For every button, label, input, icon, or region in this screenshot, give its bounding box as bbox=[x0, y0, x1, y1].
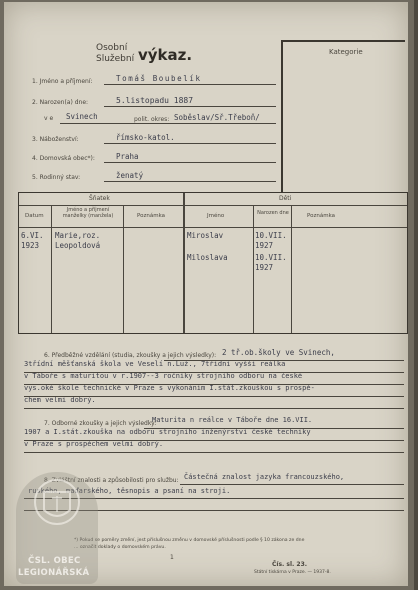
field-birthdate-value: 5.listopadu 1887 bbox=[116, 96, 194, 105]
binder-spine bbox=[414, 0, 418, 590]
field-place-prefix: v e bbox=[44, 115, 54, 122]
title-sluzebni: Služební bbox=[96, 54, 135, 64]
exams-line2: 1907 a I.stát.zkouška na odboru strojního inženýrství české techniky bbox=[24, 428, 311, 436]
field-marital-label: 5. Rodinný stav: bbox=[32, 174, 81, 181]
kategorie-box bbox=[281, 40, 405, 192]
skills-label: 8. Zvláštní znalosti a způsobilosti pro službu: bbox=[44, 477, 179, 484]
footnote-line2: ... označit doklady o domovském právu. bbox=[74, 545, 166, 550]
watermark-line1: ČSL. OBEC bbox=[28, 556, 81, 566]
field-name-line bbox=[104, 84, 276, 85]
skills-line2: ruského, maďarského, těsnopis a psaní na stroji. bbox=[28, 487, 231, 495]
document-page bbox=[4, 2, 408, 586]
child2-date: 10.VII. 1927 bbox=[255, 253, 287, 272]
field-religion-label: 3. Náboženství: bbox=[32, 136, 79, 143]
family-table bbox=[18, 192, 408, 334]
spouse-name: Marie,roz. Leopoldová bbox=[55, 231, 101, 250]
col-child-name: Jméno bbox=[207, 213, 225, 219]
field-domicile-value: Praha bbox=[116, 152, 139, 161]
printer-note: Státní tiskárna v Praze. — 1937-8. bbox=[254, 570, 331, 575]
lion-shield-icon bbox=[16, 472, 98, 552]
spouse-header: Šňatek bbox=[89, 195, 110, 202]
skills-line1: Částečná znalost jazyka francouzského, bbox=[184, 473, 345, 481]
exams-line1: Maturita n reálce v Táboře dne 16.VII. bbox=[152, 416, 313, 424]
education-line2: 3třídní měšťanská škola ve Veselí n.Luž., 7třídní vyšší reálka bbox=[24, 360, 286, 368]
field-okres-label: polit. okres: bbox=[134, 116, 170, 123]
child1-date: 10.VII. 1927 bbox=[255, 231, 287, 250]
exams-label: 7. Odborné zkoušky a jejich výsledky: bbox=[44, 420, 157, 427]
field-okres-value: Soběslav/Sř.Třeboň/ bbox=[174, 113, 260, 122]
field-birthdate-label: 2. Narozen(a) dne: bbox=[32, 99, 89, 106]
marriage-date: 6.VI. 1923 bbox=[21, 231, 44, 250]
education-line4: vys.oké škole technické v Praze s vykonáním I.stát.zkouškou s prospě- bbox=[24, 384, 315, 392]
exams-line3: v Praze s prospěchem velmi dobrý. bbox=[24, 440, 164, 448]
col-note2: Poznámka bbox=[307, 213, 336, 219]
title-osobni: Osobní bbox=[96, 43, 128, 53]
col-note: Poznámka bbox=[137, 213, 166, 219]
child2-name: Miloslava bbox=[187, 253, 228, 262]
title-vykaz: výkaz. bbox=[138, 46, 193, 64]
footnote-line1: *) Pokud se poměry změní, jest příslušnou změnu v domovské příslušnosti podle § 10 zákona ze dne bbox=[74, 538, 305, 543]
field-religion-line bbox=[104, 143, 276, 144]
field-marital-line bbox=[104, 181, 276, 182]
education-line1: 2 tř.ob.školy ve Svinech, bbox=[222, 348, 335, 357]
children-header: Děti bbox=[279, 195, 292, 202]
field-domicile-label: 4. Domovská obec*): bbox=[32, 155, 95, 162]
legion-watermark-logo bbox=[16, 472, 98, 584]
education-line3: v Táboře s maturitou v r.1907--3 ročníky strojního odboru na české bbox=[24, 372, 303, 380]
col-spouse-name: Jméno a příjmení manželky (manžela) bbox=[62, 207, 114, 219]
field-name-label: 1. Jméno a příjmení: bbox=[32, 78, 93, 85]
education-line5: chem velmi dobrý. bbox=[24, 396, 96, 404]
field-marital-value: ženatý bbox=[116, 171, 144, 180]
field-religion-value: římsko-katol. bbox=[116, 133, 175, 142]
field-name-value: Tomáš Boubelík bbox=[116, 74, 202, 83]
form-number: Čís. sl. 23. bbox=[272, 561, 308, 568]
field-place-line bbox=[60, 123, 276, 124]
field-birthdate-line bbox=[104, 106, 276, 107]
child1-name: Miroslav bbox=[187, 231, 224, 240]
watermark-line2: LEGIONÁŘSKÁ bbox=[18, 568, 90, 578]
kategorie-label: Kategorie bbox=[329, 48, 363, 56]
page-number: 1 bbox=[170, 554, 174, 561]
col-child-birth: Narozen dne bbox=[257, 210, 289, 216]
field-domicile-line bbox=[104, 162, 276, 163]
field-place-value: Svinech bbox=[66, 112, 98, 121]
col-datum: Datum bbox=[25, 213, 44, 219]
education-label: 6. Předběžné vzdělání (studia, zkoušky a jejich výsledky): bbox=[44, 352, 217, 359]
